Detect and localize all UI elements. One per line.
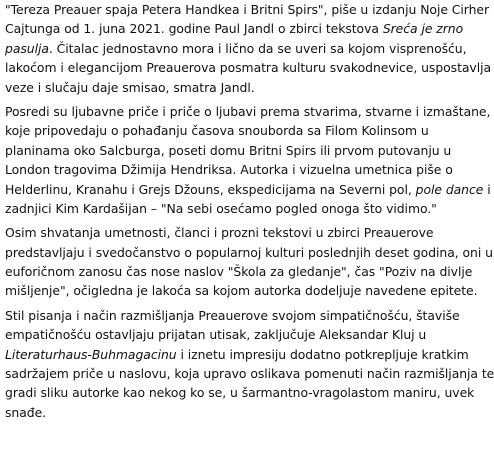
paragraph [5,306,494,422]
text-segment: euforičnom zanosu čas nose naslov "Škola za gledanje", čas "Poziv na divlje [5,264,473,280]
text-line [5,383,475,402]
article-body [5,0,494,422]
text-line [5,141,467,160]
text-line [5,262,473,281]
text-segment: Helderlinu, Kranahu i Grejs Džouns, ekspedicijama na Severni pol, [5,181,416,197]
text-segment: snađe. [5,404,47,420]
text-segment: i [483,181,491,197]
text-line [5,121,467,140]
text-line [5,199,467,218]
paragraph [5,223,493,301]
text-line [5,243,493,262]
text-segment: gradi sliku autorke kao nekog ko se, u šarmantno-vragolastom maniru, uvek [5,385,475,401]
text-segment: Cajtunga od 1. juna 2021. godine Paul Jandl o zbirci tekstova [5,21,383,37]
text-line [5,78,467,97]
text-line [5,160,467,179]
text-line [5,180,491,199]
text-segment: veze i slučaju daje smisao, smatra Jandl. [5,79,255,95]
text-line [5,306,467,325]
text-line [5,58,492,77]
italic-text: pasulja [5,40,49,56]
text-segment: predstavljaju i svedočanstvo o popularnoj kulturi poslednjih deset godina, oni u [5,244,493,260]
text-line [5,403,467,422]
italic-text: Sreća je zrno [382,21,464,37]
text-line [5,345,467,364]
text-segment: . Čitalac jednostavno mora i lično da se uveri sa kojom visprenošću, [48,40,467,56]
text-line [5,325,467,344]
text-segment: Posredi su ljubavne priče i priče o ljubavi prema stvarima, stvarne i izmaštane, [5,103,491,119]
text-segment: mišljenje", očigledna je lakoća sa kojom autorka dodeljuje navedene epitete. [5,283,478,299]
text-line [5,223,467,242]
text-line [5,364,494,383]
text-segment: empatičnošću ostavljaju prijatan utisak, zaključuje Aleksandar Kluj u [5,327,427,343]
paragraph [5,102,491,218]
text-line [5,19,467,38]
text-segment: Stil pisanja i način razmišljanja Preauerove svojom simpatičnošću, štaviše [5,307,460,323]
text-segment: London tragovima Džimija Hendriksa. Autorka i vizuelna umetnica piše o [5,162,453,178]
text-line [5,0,490,19]
text-segment: Osim shvatanja umetnosti, članci i prozni tekstovi u zbirci Preauerove [5,225,434,241]
text-line [5,102,491,121]
text-segment: i iznetu impresiju dodatno potkrepljuje kratkim [176,346,469,362]
italic-text: pole dance [415,181,484,197]
italic-text: Literaturhaus-Buhmagacinu [5,346,177,362]
text-segment: planinama oko Salcburga, poseti domu Britni Spirs ili prvom putovanju u [5,142,452,158]
text-segment: sadržajem priče u naslovu, koja upravo oslikava pomenuti način razmišljanja te [5,366,494,382]
text-segment: koje pripovedaju o pohađanju časova snouborda sa Filom Kolinsom u [5,123,429,139]
text-segment: "Tereza Preauer spaja Petera Handkea i Britni Spirs", piše u izdanju Noje Cirher [5,2,490,17]
text-segment: lakoćom i elegancijom Preauerova posmatra kulturu svakodnevice, uspostavlja [5,60,492,76]
paragraph [5,0,492,97]
text-line [5,281,478,300]
text-segment: zadnjici Kim Kardašijan – "Na sebi osećamo pogled onoga što vidimo." [5,200,437,216]
text-line [5,39,467,58]
